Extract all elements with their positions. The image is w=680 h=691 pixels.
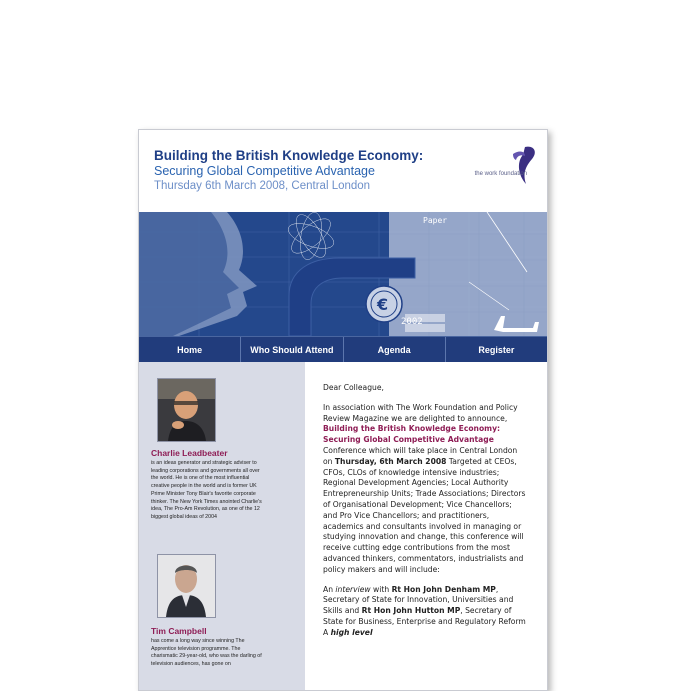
- event-title: Building the British Knowledge Economy:: [154, 148, 424, 163]
- person-portrait-icon: [158, 379, 215, 441]
- speakers-text: high level: [330, 627, 373, 637]
- nav-who-should-attend[interactable]: Who Should Attend: [241, 337, 343, 363]
- svg-text:€: €: [377, 295, 389, 314]
- greeting: Dear Colleague,: [323, 383, 384, 392]
- speakers-text: , Secretary of State for Business, Enterprise and Regulatory Reform A: [323, 606, 526, 637]
- conference-date: Thursday, 6th March 2008: [334, 456, 447, 466]
- speaker-photo-charlie: [157, 378, 216, 442]
- speaker-bio: is an ideas generator and strategic adviser to leading corporations and governments all over the world. He is one of the most influential creative people in the world and is former UK Prime Minister Tony Blair's favorite corporate thinker. The New York Times anointed Charlie's idea, The Pro-Am Revolution, as one of the 12 biggest global ideas of 2004: [151, 460, 262, 520]
- intro-text: Targeted at CEOs, CFOs, CLOs of knowledge intensive industries; Regional Development Agencies; Local Authority Entrepreneurship Units; Trade Associations; Directors of Organisational Development; Vice Chancellors; and Pro Vice Chancellors; and practitioners, academics and consultants involved in managing or studying innovation and change, this conference will receive cutting edge contributions from the most advanced thinkers, commentators, industrialists and policy makers and will include:: [323, 456, 526, 574]
- swirl-logo-icon: [447, 144, 539, 192]
- speakers-text: An: [323, 584, 336, 594]
- letter-content: [323, 383, 527, 648]
- interview-text: interview: [335, 584, 371, 594]
- speaker-bio: has come a long way since winning The Apprentice television programme. The charismatic 29-year-old, who was the darling of television audiences, has gone on: [151, 638, 262, 668]
- logo-text: the work foundation: [474, 171, 527, 177]
- speakers-text: with: [370, 584, 392, 594]
- intro-text: In association with The Work Foundation and Policy Review Magazine we are delighted to announce,: [323, 402, 518, 423]
- conference-title-link[interactable]: Building the British Knowledge Economy: Securing Global Competitive Advantage: [323, 424, 501, 445]
- speaker-name: Charlie Leadbeater: [151, 448, 228, 458]
- speaker-name-denham: Rt Hon John Denham MP: [391, 584, 496, 594]
- speaker-name-hutton: Rt Hon John Hutton MP: [361, 606, 461, 616]
- banner-text-top: Paper: [423, 216, 448, 225]
- email-newsletter: [138, 129, 548, 691]
- speakers-text: , Secretary of State for Innovation, Universities and Skills and: [323, 584, 514, 616]
- banner-text-bottom: 2002: [401, 317, 423, 327]
- person-portrait-icon: [158, 555, 215, 617]
- speakers-paragraph: [323, 585, 527, 639]
- speaker-name: Tim Campbell: [151, 626, 207, 636]
- nav-home[interactable]: Home: [139, 337, 241, 363]
- speakers-sidebar: [139, 362, 305, 691]
- event-date: Thursday 6th March 2008, Central London: [154, 180, 371, 192]
- newsletter-header: [139, 130, 547, 212]
- event-subtitle: Securing Global Competitive Advantage: [154, 164, 375, 178]
- intro-paragraph: [323, 403, 527, 576]
- intro-text: Conference which will take place in Central London on: [323, 445, 518, 466]
- header-banner-image: [139, 212, 547, 336]
- banner-collage-icon: [139, 212, 547, 336]
- nav-agenda[interactable]: Agenda: [344, 337, 446, 363]
- letter-body: [305, 362, 547, 691]
- work-foundation-logo[interactable]: [447, 144, 539, 192]
- speaker-photo-tim: [157, 554, 216, 618]
- nav-register[interactable]: Register: [478, 345, 515, 355]
- main-nav: [139, 336, 547, 363]
